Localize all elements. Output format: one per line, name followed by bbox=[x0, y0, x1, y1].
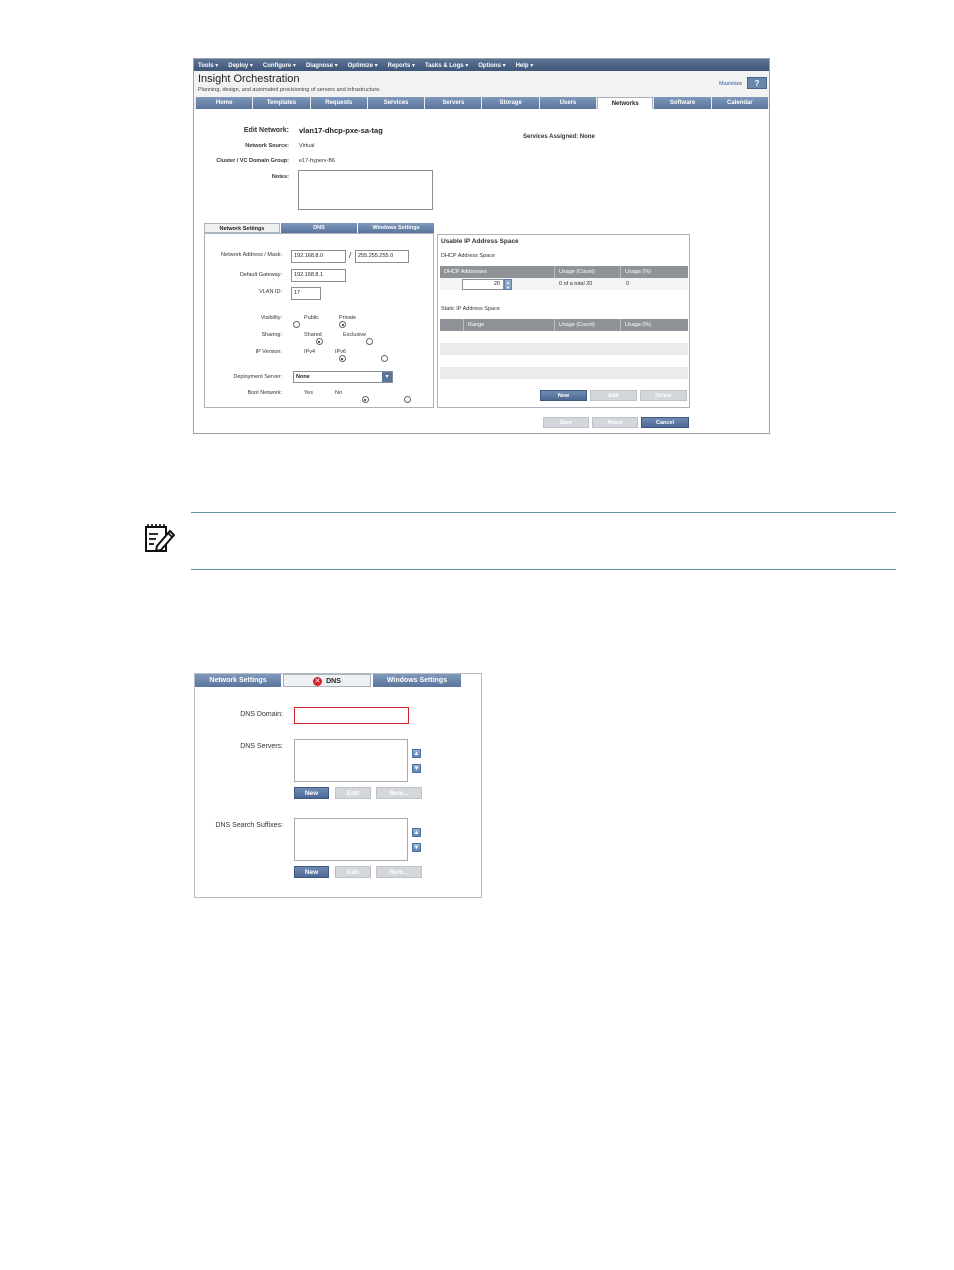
boot-yes-radio[interactable] bbox=[362, 396, 369, 403]
address-label: Network Address / Mask: bbox=[221, 252, 282, 258]
static-row bbox=[440, 367, 688, 379]
chevron-down-icon[interactable]: ▾ bbox=[382, 372, 392, 382]
dhcp-col-pct: Usage (%) bbox=[625, 269, 651, 275]
chevron-down-icon[interactable]: ▼ bbox=[413, 845, 420, 851]
static-title: Static IP Address Space bbox=[441, 306, 500, 312]
cluster-label: Cluster / VC Domain Group: bbox=[216, 158, 289, 164]
subtab-dns[interactable]: DNS bbox=[281, 223, 357, 233]
app-subtitle: Planning, design, and automated provisioning of servers and infrastructure. bbox=[198, 87, 381, 93]
app-header bbox=[194, 71, 769, 97]
help-button[interactable]: ? bbox=[747, 77, 767, 89]
static-row bbox=[440, 331, 688, 343]
static-col-range: Range bbox=[464, 319, 555, 331]
services-assigned: Services Assigned: None bbox=[523, 134, 595, 140]
vlan-input[interactable]: 17 bbox=[291, 287, 321, 300]
tab-requests[interactable]: Requests bbox=[311, 97, 367, 109]
deployment-server-select[interactable] bbox=[293, 371, 393, 383]
menu-deploy[interactable]: Deploy ▾ bbox=[228, 62, 253, 69]
ipv6-label: IPv6 bbox=[335, 349, 347, 355]
dns-domain-label: DNS Domain: bbox=[240, 711, 283, 718]
ip-edit-button[interactable]: Edit bbox=[590, 390, 637, 401]
subtab-network-settings[interactable]: Network Settings bbox=[204, 223, 280, 233]
chevron-down-icon[interactable]: ▼ bbox=[413, 766, 420, 772]
chevron-up-icon[interactable]: ▲ bbox=[413, 830, 420, 836]
vlan-label: VLAN ID: bbox=[259, 289, 282, 295]
tab-home[interactable]: Home bbox=[196, 97, 252, 109]
cancel-button[interactable]: Cancel bbox=[641, 417, 689, 428]
static-col-pct: Usage (%) bbox=[625, 322, 651, 328]
visibility-public-radio[interactable] bbox=[293, 321, 300, 328]
sharing-exclusive-label: Exclusive bbox=[343, 332, 367, 338]
sharing-shared-radio[interactable] bbox=[316, 338, 323, 345]
menu-reports[interactable]: Reports ▾ bbox=[387, 62, 415, 69]
menu-configure[interactable]: Configure ▾ bbox=[262, 62, 296, 69]
dhcp-col-count: Usage (Count) bbox=[555, 266, 621, 278]
ipv4-radio[interactable] bbox=[339, 355, 346, 362]
tab-dns[interactable] bbox=[283, 674, 371, 687]
tab-windows-settings[interactable]: Windows Settings bbox=[373, 674, 461, 687]
dhcp-count-spinner[interactable]: 20 bbox=[462, 279, 504, 290]
tab-storage[interactable]: Storage bbox=[482, 97, 538, 109]
tab-users[interactable]: Users bbox=[540, 97, 596, 109]
sharing-shared-label: Shared bbox=[304, 332, 322, 338]
tab-software[interactable]: Software bbox=[654, 97, 710, 109]
save-button[interactable]: Save bbox=[543, 417, 589, 428]
dns-servers-label: DNS Servers: bbox=[240, 743, 283, 750]
dns-suffixes-edit-button[interactable]: Edit bbox=[335, 866, 371, 878]
dns-tab-screenshot bbox=[194, 673, 482, 898]
dhcp-table-header bbox=[440, 266, 688, 278]
dns-servers-new-button[interactable]: New bbox=[294, 787, 329, 799]
ip-delete-button[interactable]: Delete bbox=[640, 390, 687, 401]
tab-calendar[interactable]: Calendar bbox=[712, 97, 768, 109]
main-tabs bbox=[194, 97, 769, 109]
menu-tools[interactable]: Tools ▾ bbox=[198, 62, 219, 69]
boot-yes-label: Yes bbox=[304, 390, 313, 396]
note-rule-bottom bbox=[191, 569, 896, 570]
dns-servers-list[interactable] bbox=[294, 739, 408, 782]
dns-servers-remove-button[interactable]: Rem... bbox=[376, 787, 422, 799]
note-pencil-icon bbox=[143, 522, 175, 554]
boot-label: Boot Network: bbox=[247, 390, 282, 396]
static-table-header bbox=[440, 319, 688, 331]
menu-options[interactable]: Options ▾ bbox=[478, 62, 506, 69]
menu-help[interactable]: Help ▾ bbox=[515, 62, 534, 69]
static-row bbox=[440, 343, 688, 355]
tab-dns-label: DNS bbox=[326, 678, 341, 685]
menu-tasks-logs[interactable]: Tasks & Logs ▾ bbox=[425, 62, 469, 69]
visibility-label: Visibility: bbox=[260, 315, 282, 321]
static-row bbox=[440, 355, 688, 367]
dhcp-col-addresses: DHCP Addresses bbox=[440, 266, 555, 278]
cluster-value: e17-hyperv-B6 bbox=[299, 158, 336, 164]
tab-network-settings[interactable]: Network Settings bbox=[195, 674, 281, 687]
menu-diagnose[interactable]: Diagnose ▾ bbox=[305, 62, 338, 69]
dhcp-usage-value: 0 of a total 20 bbox=[559, 281, 593, 287]
dns-suffixes-remove-button[interactable]: Rem... bbox=[376, 866, 422, 878]
dns-suffixes-list[interactable] bbox=[294, 818, 408, 861]
boot-no-label: No bbox=[335, 390, 343, 396]
gateway-label: Default Gateway: bbox=[239, 272, 282, 278]
dns-suffixes-label: DNS Search Suffixes: bbox=[215, 822, 283, 829]
ip-new-button[interactable]: New bbox=[540, 390, 587, 401]
reset-button[interactable]: Reset bbox=[592, 417, 638, 428]
network-source-label: Network Source: bbox=[245, 143, 289, 149]
edit-network-label: Edit Network: bbox=[243, 127, 289, 134]
dns-suffixes-new-button[interactable]: New bbox=[294, 866, 329, 878]
static-col-count: Usage (Count) bbox=[555, 319, 621, 331]
visibility-public-label: Public bbox=[304, 315, 319, 321]
sharing-label: Sharing: bbox=[261, 332, 282, 338]
chevron-up-icon[interactable]: ▲ bbox=[413, 751, 420, 757]
deployment-server-value: None bbox=[296, 374, 310, 380]
menu-bar bbox=[194, 59, 769, 71]
dhcp-title: DHCP Address Space bbox=[441, 253, 496, 259]
edit-network-screenshot bbox=[193, 58, 770, 434]
deployment-label: Deployment Server: bbox=[233, 374, 282, 380]
dhcp-pct-value: 0 bbox=[626, 281, 630, 287]
network-mask-input[interactable]: 255.255.255.0 bbox=[355, 250, 409, 263]
spinner-arrows-icon[interactable]: ▲ ▼ bbox=[504, 279, 512, 290]
subtab-windows-settings[interactable]: Windows Settings bbox=[358, 223, 434, 233]
app-title: Insight Orchestration bbox=[198, 73, 300, 85]
static-col-select bbox=[440, 319, 464, 331]
notes-textarea[interactable] bbox=[298, 170, 433, 210]
network-name: vlan17-dhcp-pxe-sa-tag bbox=[299, 126, 383, 135]
ipv4-label: IPv4 bbox=[304, 349, 316, 355]
tab-templates[interactable]: Templates bbox=[253, 97, 309, 109]
visibility-private-label: Private bbox=[339, 315, 357, 321]
network-source-value: Virtual bbox=[299, 143, 315, 149]
network-address-input[interactable]: 192.168.8.0 bbox=[291, 250, 346, 263]
tab-services[interactable]: Services bbox=[368, 97, 424, 109]
ip-space-title: Usable IP Address Space bbox=[441, 238, 519, 245]
note-rule-top bbox=[191, 512, 896, 513]
tab-networks[interactable]: Networks bbox=[597, 97, 653, 109]
maximize-link[interactable]: Maximize bbox=[719, 81, 743, 87]
dns-servers-edit-button[interactable]: Edit bbox=[335, 787, 371, 799]
gateway-input[interactable]: 192.168.8.1 bbox=[291, 269, 346, 282]
dns-domain-input[interactable] bbox=[294, 707, 409, 724]
ipversion-label: IP Version: bbox=[255, 349, 282, 355]
address-slash: / bbox=[349, 251, 352, 260]
error-icon: ✕ bbox=[314, 677, 321, 685]
tab-servers[interactable]: Servers bbox=[425, 97, 481, 109]
menu-optimize[interactable]: Optimize ▾ bbox=[347, 62, 378, 69]
notes-label: Notes: bbox=[271, 174, 289, 180]
